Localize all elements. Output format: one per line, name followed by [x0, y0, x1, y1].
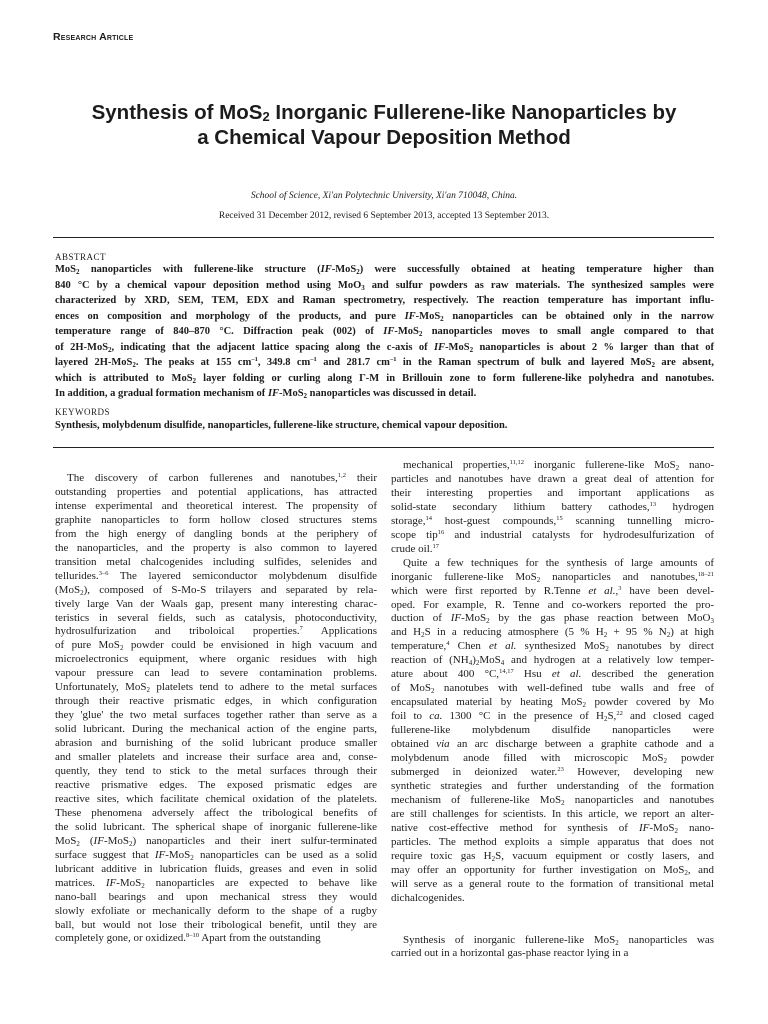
- text-line: matrices. IF-MoS$_2$ nanoparticles are expected to behave like: [55, 876, 377, 890]
- text-line: through their reactive prismatic edges, in which configuration: [55, 695, 377, 708]
- text-line: intense experimental and theoretical interest. The propensity of: [55, 499, 377, 512]
- text-line: 840 °C by a chemical vapour deposition method using MoO$_3$ and sulfur powders as raw materials. The synthesized samples were: [55, 279, 714, 292]
- text-line: which is attributed to MoS$_2$ layer folding or curling along Γ-M in Brillouin zone to form fullerene-like polyhedra and nanotubes.: [55, 372, 714, 385]
- body-column-left: [55, 472, 377, 946]
- text-line: mechanism of fullerene-like MoS$_2$ nanoparticles and nanotubes: [391, 793, 714, 807]
- text-line: particles. The method exploits a simple apparatus that does not: [391, 835, 714, 848]
- text-line: completely gone, or oxidized.$^{8-10}$ Apart from the outstanding: [55, 932, 321, 945]
- divider-bottom: [53, 447, 714, 448]
- text-line: ball, but would not lose their tribological benefit, until they are: [55, 918, 377, 931]
- text-line: oped. For example, R. Tenne and co-workers reported the pro-: [391, 598, 714, 611]
- text-line: MoS$_2$ (IF-MoS$_2$) nanoparticles and their inert sulfur-terminated: [55, 834, 377, 848]
- text-line: outstanding properties and potential applications, has attracted: [55, 485, 377, 498]
- text-line: dichalcogenides.: [391, 891, 465, 904]
- text-line: require toxic gas $H_2S$, vacuum equipment or costly lasers, and: [391, 849, 714, 863]
- text-line: particles and nanotubes have drawn a great deal of attention for: [391, 472, 714, 485]
- text-line: solid-state secondary lithium battery cathodes,$^{13}$ hydrogen: [391, 500, 715, 513]
- text-line: teristics in several fields, such as catalysis, photoconductivity,: [55, 611, 377, 624]
- paragraph: [391, 934, 714, 962]
- section-label: Research Article: [53, 31, 134, 43]
- abstract-body: [55, 262, 714, 402]
- text-line: and smaller platelets and increase their surface area and, conse-: [55, 751, 377, 764]
- paragraph: [391, 459, 714, 557]
- text-line: nano-ball bearings and upon mechanical stress they would: [55, 890, 377, 903]
- text-line: quently, they tend to stick to the metal surfaces through their: [55, 765, 377, 778]
- text-line: the nanoparticles, and the property is also common to layered: [55, 541, 377, 554]
- text-line: Synthesis of inorganic fullerene-like MoS$_2$ nanoparticles was: [403, 933, 715, 947]
- text-line: (MoS$_2$), composed of S-Mo-S trilayers and separated by rela-: [55, 583, 377, 597]
- text-line: tellurides.$^{3-6}$ The layered semiconductor molybdenum disulfide: [55, 569, 377, 582]
- text-line: scope tip$^{16}$ and industrial catalysts for hydrodesulfurization of: [391, 528, 714, 541]
- text-line: layered 2H-MoS$_2$. The peaks at 155 $cm^{-1}$, 349.8 $cm^{-1}$ and 281.7 $cm^{-1}$ in the Raman spectrum of bulk and layered MoS$_2$ are absent,: [55, 356, 714, 369]
- text-line: reactive prismative edges. The exposed prismatic edges are: [55, 778, 377, 791]
- affiliation: School of Science, Xi'an Polytechnic University, Xi'an 710048, China.: [250, 191, 518, 201]
- text-line: encapsulated material by heating MoS$_2$ powder covered by Mo: [391, 696, 714, 710]
- text-line: vapour pressure can lead to severe contamination problems.: [55, 667, 377, 680]
- text-line: and $H_2S$ in a reducing atmosphere (5 % $H_2 + 95$ % $N_2$) at high: [391, 626, 715, 640]
- text-line: These phenomena adversely affect the tribological benefits of: [55, 806, 377, 819]
- keywords-text: Synthesis, molybdenum disulfide, nanoparticles, fullerene-like structure, chemical vapour deposition.: [55, 420, 508, 431]
- paragraph: [55, 472, 377, 946]
- keywords-heading: KEYWORDS: [55, 407, 110, 417]
- text-line: temperature range of 840–870 °C. Diffraction peak (002) of IF-MoS$_2$ nanoparticles moves to small angle compared to that: [55, 326, 714, 338]
- title-line-2: a Chemical Vapour Deposition Method: [197, 126, 571, 149]
- text-line: inorganic fullerene-like MoS$_2$ nanoparticles and nanotubes,$^{18-21}$: [391, 570, 714, 584]
- text-line: fullerene-like molybdenum disulfide nanoparticles were: [391, 724, 714, 737]
- text-line: reaction of $(NH_4)_2MoS_4$ and hydrogen at a relatively low temper-: [391, 654, 714, 668]
- divider-top: [53, 237, 714, 238]
- text-line: mechanical properties,$^{11,12}$ inorganic fullerene-like MoS$_2$ nano-: [403, 459, 715, 472]
- text-line: ature about 400 °C,$^{14,17}$ Hsu et al. described the generation: [391, 668, 714, 681]
- text-line: tively large Van der Waals gap, present many interesting charac-: [55, 597, 377, 610]
- text-line: transition metal chalcogenides including sulfides, selenides and: [55, 555, 377, 568]
- text-line: the solid lubricant. The spherical shape of inorganic fullerene-like: [55, 820, 377, 833]
- text-line: reactive sites, which facilitate chemical oxidation of the platelets.: [55, 792, 377, 805]
- text-line: submerged in deionized water.$^{23}$ However, developing new: [391, 765, 714, 778]
- text-line: are still challenges for scientists. In this article, we report an alter-: [391, 807, 714, 820]
- text-line: carried out in a horizontal gas-phase reactor lying in a: [391, 947, 629, 960]
- text-line: The discovery of carbon fullerenes and nanotubes,$^{1,2}$ their: [67, 472, 377, 484]
- text-line: graphite nanoparticles to form hollow closed structures stems: [55, 513, 377, 526]
- body-column-right: [391, 459, 714, 961]
- text-line: native cost-effective method for synthesis of IF-MoS$_2$ nano-: [391, 821, 715, 835]
- text-line: Unfortunately, MoS$_2$ platelets tend to adhere to the metal surfaces: [55, 681, 378, 695]
- text-line: storage,$^{14}$ host-guest compounds,$^{15}$ scanning tunnelling micro-: [391, 514, 714, 527]
- text-line: which were first reported by R.Tenne et al.,$^3$ have been devel-: [391, 584, 714, 597]
- text-line: their interesting properties and important applications as: [391, 486, 714, 499]
- text-line: may offer an opportunity for further investigation on MoS$_2$, and: [391, 863, 714, 877]
- text-line: synthetic strategies and further understanding of the formation: [391, 779, 714, 792]
- text-line: abrasion and burnishing of the solid lubricant produce smaller: [55, 737, 377, 750]
- article-title: [40, 100, 728, 150]
- text-line: of 2H-MoS$_2$, indicating that the adjacent lattice spacing along the c-axis of IF-MoS$_2$ nanoparticles is about 2 % larger than that of: [55, 341, 715, 354]
- text-line: Quite a few techniques for the synthesis of large amounts of: [403, 556, 714, 569]
- abstract-heading: ABSTRACT: [55, 252, 107, 262]
- text-line: surface suggest that IF-MoS$_2$ nanoparticles can be used as a solid: [55, 848, 378, 862]
- text-line: microelectronics equipment, where organic residues with high: [55, 653, 377, 666]
- paragraph: [391, 557, 714, 906]
- text-line: characterized by XRD, SEM, TEM, EDX and Raman spectrometry, respectively. The reaction temperature has important influ-: [55, 295, 714, 306]
- text-line: of MoS$_2$ nanotubes with well-defined tube walls and free of: [391, 682, 714, 696]
- text-line: of pure MoS$_2$ powder could be envisioned in high vacuum and: [55, 639, 377, 653]
- text-line: slowly exfoliate or mechanically deform to the shape of a rugby: [55, 904, 377, 917]
- text-line: ences on composition and morphology of the products, and pure IF-MoS$_2$ nanoparticles can be obtained only in the narrow: [55, 310, 714, 323]
- text-line: lubricant additive in lubrication fluids, greases and even in solid: [55, 862, 377, 875]
- text-line: molybdenum anode filled with microscopic MoS$_2$ powder: [391, 752, 714, 766]
- text-line: they 'glue' the two metal surfaces together rather than serve as a: [55, 709, 377, 722]
- text-line: In addition, a gradual formation mechanism of IF-MoS$_2$ nanoparticles was discussed in detail.: [55, 388, 477, 400]
- received-dates: Received 31 December 2012, revised 6 September 2013, accepted 13 September 2013.: [218, 211, 550, 221]
- text-line: from the high energy of dangling bonds at the periphery of: [55, 527, 377, 540]
- text-line: solid lubricant. During the mechanical action of the engine parts,: [55, 723, 377, 736]
- title-line-1: Synthesis of MoS$_2$ Inorganic Fullerene-like Nanoparticles by: [91, 101, 677, 124]
- text-line: hydrosulfurization and triboloical properties.$^7$ Applications: [55, 625, 377, 638]
- text-line: crude oil.$^{17}$: [391, 542, 440, 555]
- text-line: MoS$_2$ nanoparticles with fullerene-like structure (IF-MoS$_2$) were successfully obtained at heating temperature higher than: [55, 264, 714, 276]
- text-line: will serve as a general route to the formation of transitional metal: [391, 877, 714, 890]
- text-line: foil to ca. 1300 °C in the presence of $H_2S,^{22}$ and closed caged: [391, 710, 714, 724]
- text-line: obtained via an arc discharge between a graphite cathode and a: [391, 738, 714, 751]
- text-line: duction of IF-MoS$_2$ by the gas phase reaction between MoO$_3$: [391, 612, 714, 626]
- text-line: temperature,$^4$ Chen et al. synthesized MoS$_2$ nanotubes by direct: [391, 640, 714, 654]
